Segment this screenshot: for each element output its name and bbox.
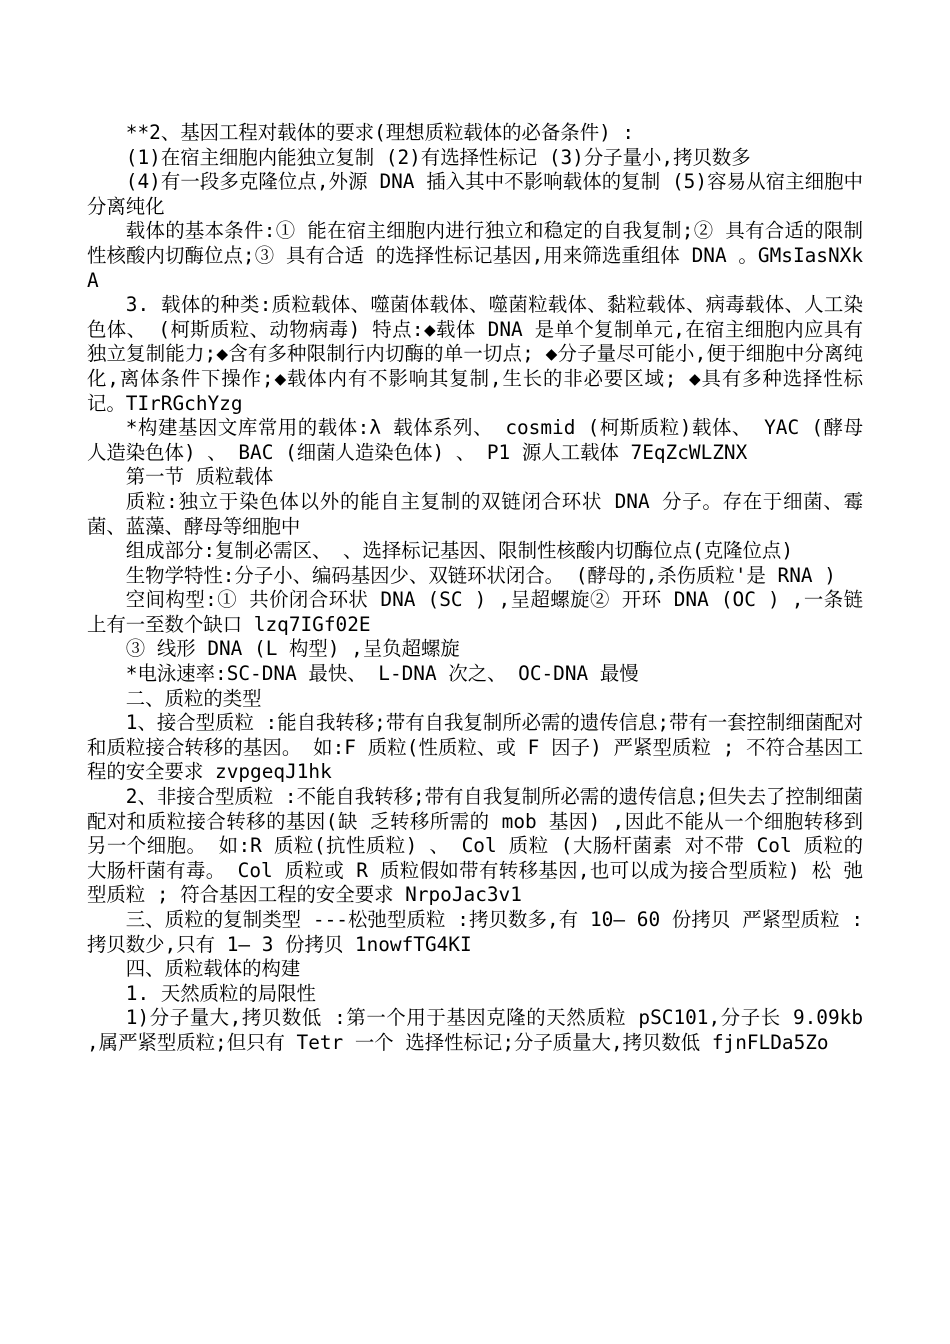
paragraph-linear-dna: ③ 线形 DNA (L 构型) ,呈负超螺旋 xyxy=(125,637,460,661)
section-title-vector-construction: 四、质粒载体的构建 xyxy=(125,957,301,981)
paragraph-vector-requirements-heading: **2、基因工程对载体的要求(理想质粒载体的必备条件) : xyxy=(125,121,635,144)
paragraph-biological-properties: 生物学特性:分子小、编码基因少、双链环状闭合。 (酵母的,杀伤质粒'是 RNA ) xyxy=(125,563,836,587)
section-title-plasmid-types: 二、质粒的类型 xyxy=(125,686,262,710)
paragraph-vector-types: 3. 载体的种类:质粒载体、噬菌体载体、噬菌粒载体、黏粒载体、病毒载体、人工染色体、 (柯斯质粒、动物病毒) 特点:◆载体 DNA 是单个复制单元,在宿主细胞内应具有独立复制能力;◆含有多种限制行内切酶的单一切点; ◆分子量尽可能小,便于细胞中分离纯化,离体条件下操作;◆载体内有不影响其复制,生长的非必要区域; ◆具有多种选择性标记。TIrRGchYzg xyxy=(87,293,863,415)
paragraph-plasmid-definition: 质粒:独立于染色体以外的能自主复制的双链闭合环状 DNA 分子。存在于细菌、霉菌、蓝藻、酵母等细胞中 xyxy=(87,489,863,538)
paragraph-spatial-conformation: 空间构型:① 共价闭合环状 DNA (SC ) ,呈超螺旋② 开环 DNA (OC ) ,一条链上有一至数个缺口 lzq7IGf02E xyxy=(87,588,863,636)
paragraph-library-vectors: *构建基因文库常用的载体:λ 载体系列、 cosmid (柯斯质粒)载体、 YAC (酵母人造染色体) 、 BAC (细菌人造染色体) 、 P1 源人工载体 7EqZcWLZNX xyxy=(87,416,863,464)
paragraph-requirements-1-3: (1)在宿主细胞内能独立复制 (2)有选择性标记 (3)分子量小,拷贝数多 xyxy=(125,145,751,169)
paragraph-requirements-4-5: (4)有一段多克隆位点,外源 DNA 插入其中不影响载体的复制 (5)容易从宿主细胞中分离纯化 xyxy=(87,170,863,218)
section-title-plasmid-vectors: 第一节 质粒载体 xyxy=(125,465,274,489)
paragraph-conjugative-plasmid: 1、接合型质粒 :能自我转移;带有自我复制所必需的遗传信息;带有一套控制细菌配对和质粒接合转移的基因。 如:F 质粒(性质粒、或 F 因子) 严紧型质粒 ; 不符合基因工程的安全要求 zvpgeqJ1hk xyxy=(87,711,863,784)
paragraph-replication-types: 三、质粒的复制类型 ---松弛型质粒 :拷贝数多,有 10— 60 份拷贝 严紧型质粒 :拷贝数少,只有 1— 3 份拷贝 1nowfTG4KI xyxy=(87,908,863,956)
paragraph-components: 组成部分:复制必需区、 、选择标记基因、限制性核酸内切酶位点(克隆位点) xyxy=(125,539,793,563)
document-body xyxy=(87,121,863,1056)
paragraph-electrophoresis-rate: *电泳速率:SC-DNA 最快、 L-DNA 次之、 OC-DNA 最慢 xyxy=(125,662,639,686)
paragraph-natural-plasmid-limits: 1. 天然质粒的局限性 xyxy=(125,981,316,1005)
paragraph-basic-conditions: 载体的基本条件:① 能在宿主细胞内进行独立和稳定的自我复制;② 具有合适的限制性核酸内切酶位点;③ 具有合适 的选择性标记基因,用来筛选重组体 DNA 。GMsIasNXkA xyxy=(87,219,863,292)
paragraph-nonconjugative-plasmid: 2、非接合型质粒 :不能自我转移;带有自我复制所必需的遗传信息;但失去了控制细菌配对和质粒接合转移的基因(缺 乏转移所需的 mob 基因) ,因此不能从一个细胞转移到另一个细胞。 如:R 质粒(抗性质粒) 、 Col 质粒 (大肠杆菌素 对不带 Col 质粒的大肠杆菌有毒。 Col 质粒或 R 质粒假如带有转移基因,也可以成为接合型质粒) 松 弛型质粒 ; 符合基因工程的安全要求 NrpoJac3v1 xyxy=(87,785,863,907)
paragraph-large-molecular-weight: 1)分子量大,拷贝数低 :第一个用于基因克隆的天然质粒 pSC101,分子长 9.09kb ,属严紧型质粒;但只有 Tetr 一个 选择性标记;分子质量大,拷贝数低 fjnFLDa5Zo xyxy=(87,1006,863,1054)
